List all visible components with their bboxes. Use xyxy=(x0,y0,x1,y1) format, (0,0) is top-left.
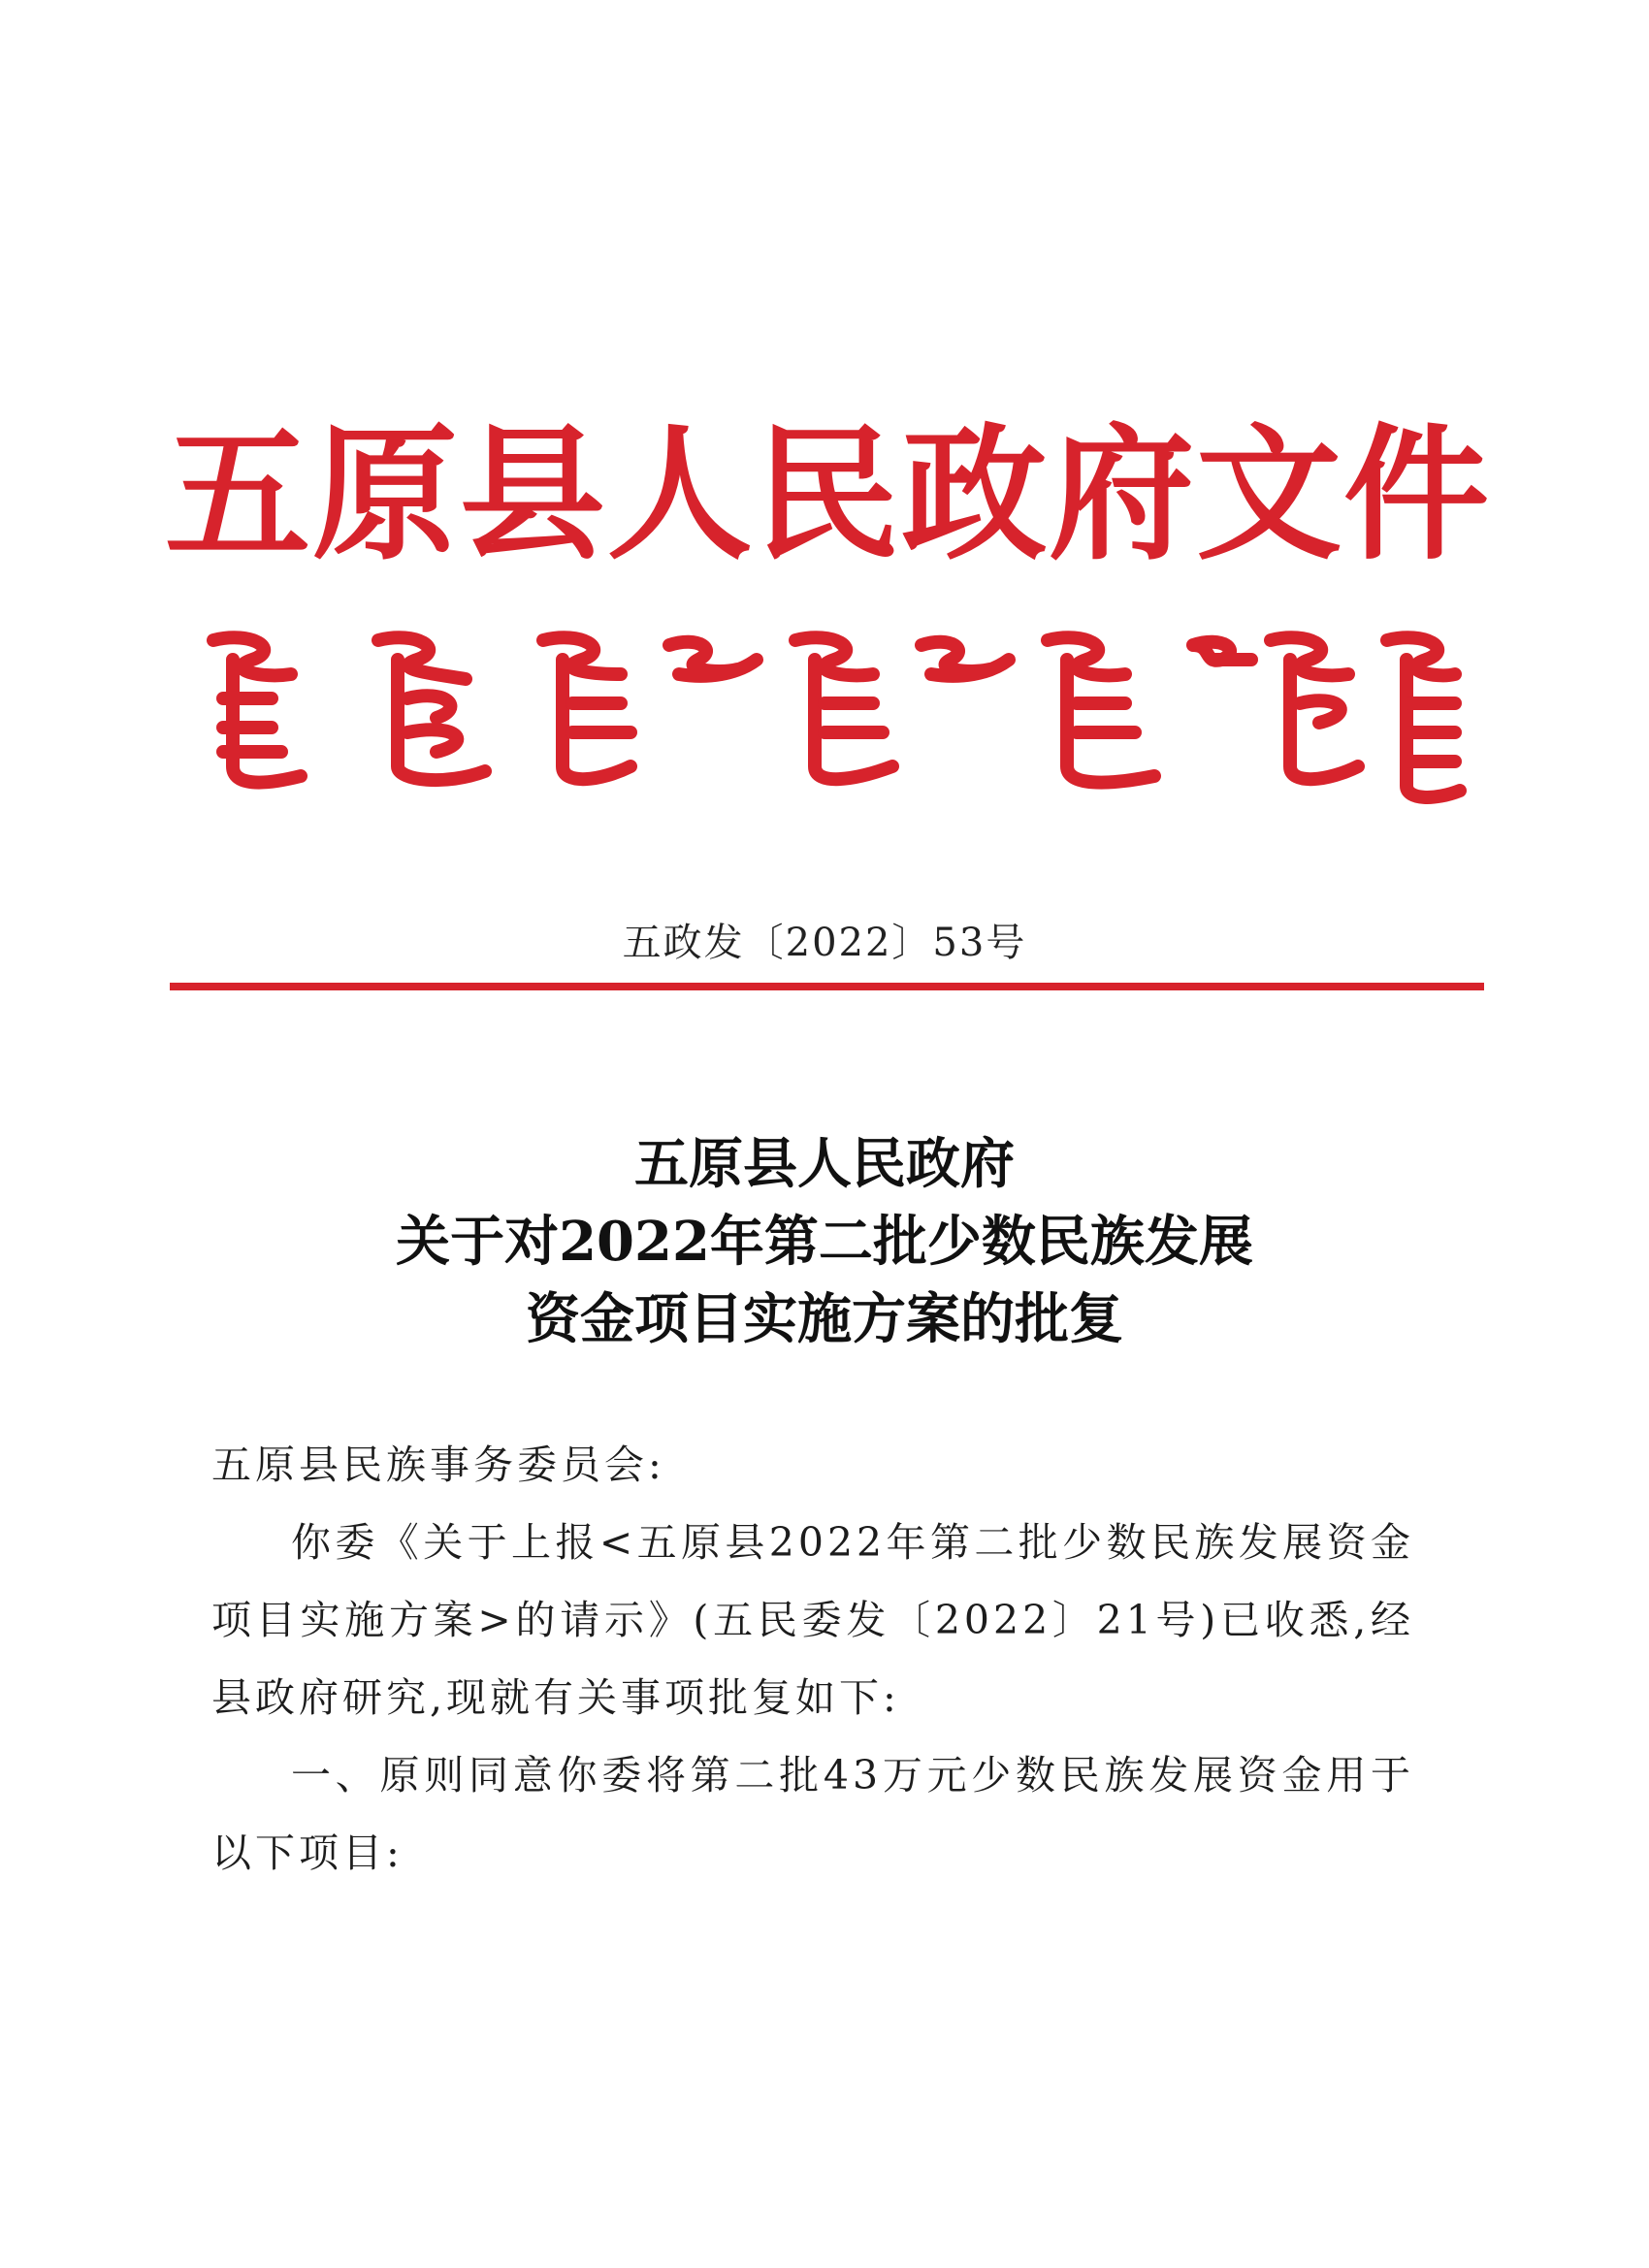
masthead-title: 五原县人民政府文件 xyxy=(165,409,1489,580)
title-line-3: 资金项目实施方案的批复 xyxy=(526,1287,1123,1351)
document-title xyxy=(0,1125,1649,1358)
addressee: 五原县民族事务委员会: xyxy=(211,1442,665,1488)
title-line-2: 关于对2022年第二批少数民族发展 xyxy=(396,1210,1253,1274)
mongolian-masthead-artwork xyxy=(194,621,1474,805)
title-line-1: 五原县人民政府 xyxy=(634,1132,1015,1196)
red-divider-line xyxy=(170,983,1484,990)
document-number: 五政发〔2022〕53号 xyxy=(622,921,1027,965)
body-paragraph-2: 一、原则同意你委将第二批43万元少数民族发展资金用于以下项目: xyxy=(211,1752,1414,1876)
body-paragraph-1: 你委《关于上报<五原县2022年第二批少数民族发展资金项目实施方案>的请示》(五民委发〔2022〕21号)已收悉,经县政府研究,现就有关事项批复如下: xyxy=(211,1519,1414,1721)
document-body xyxy=(211,1426,1414,1892)
